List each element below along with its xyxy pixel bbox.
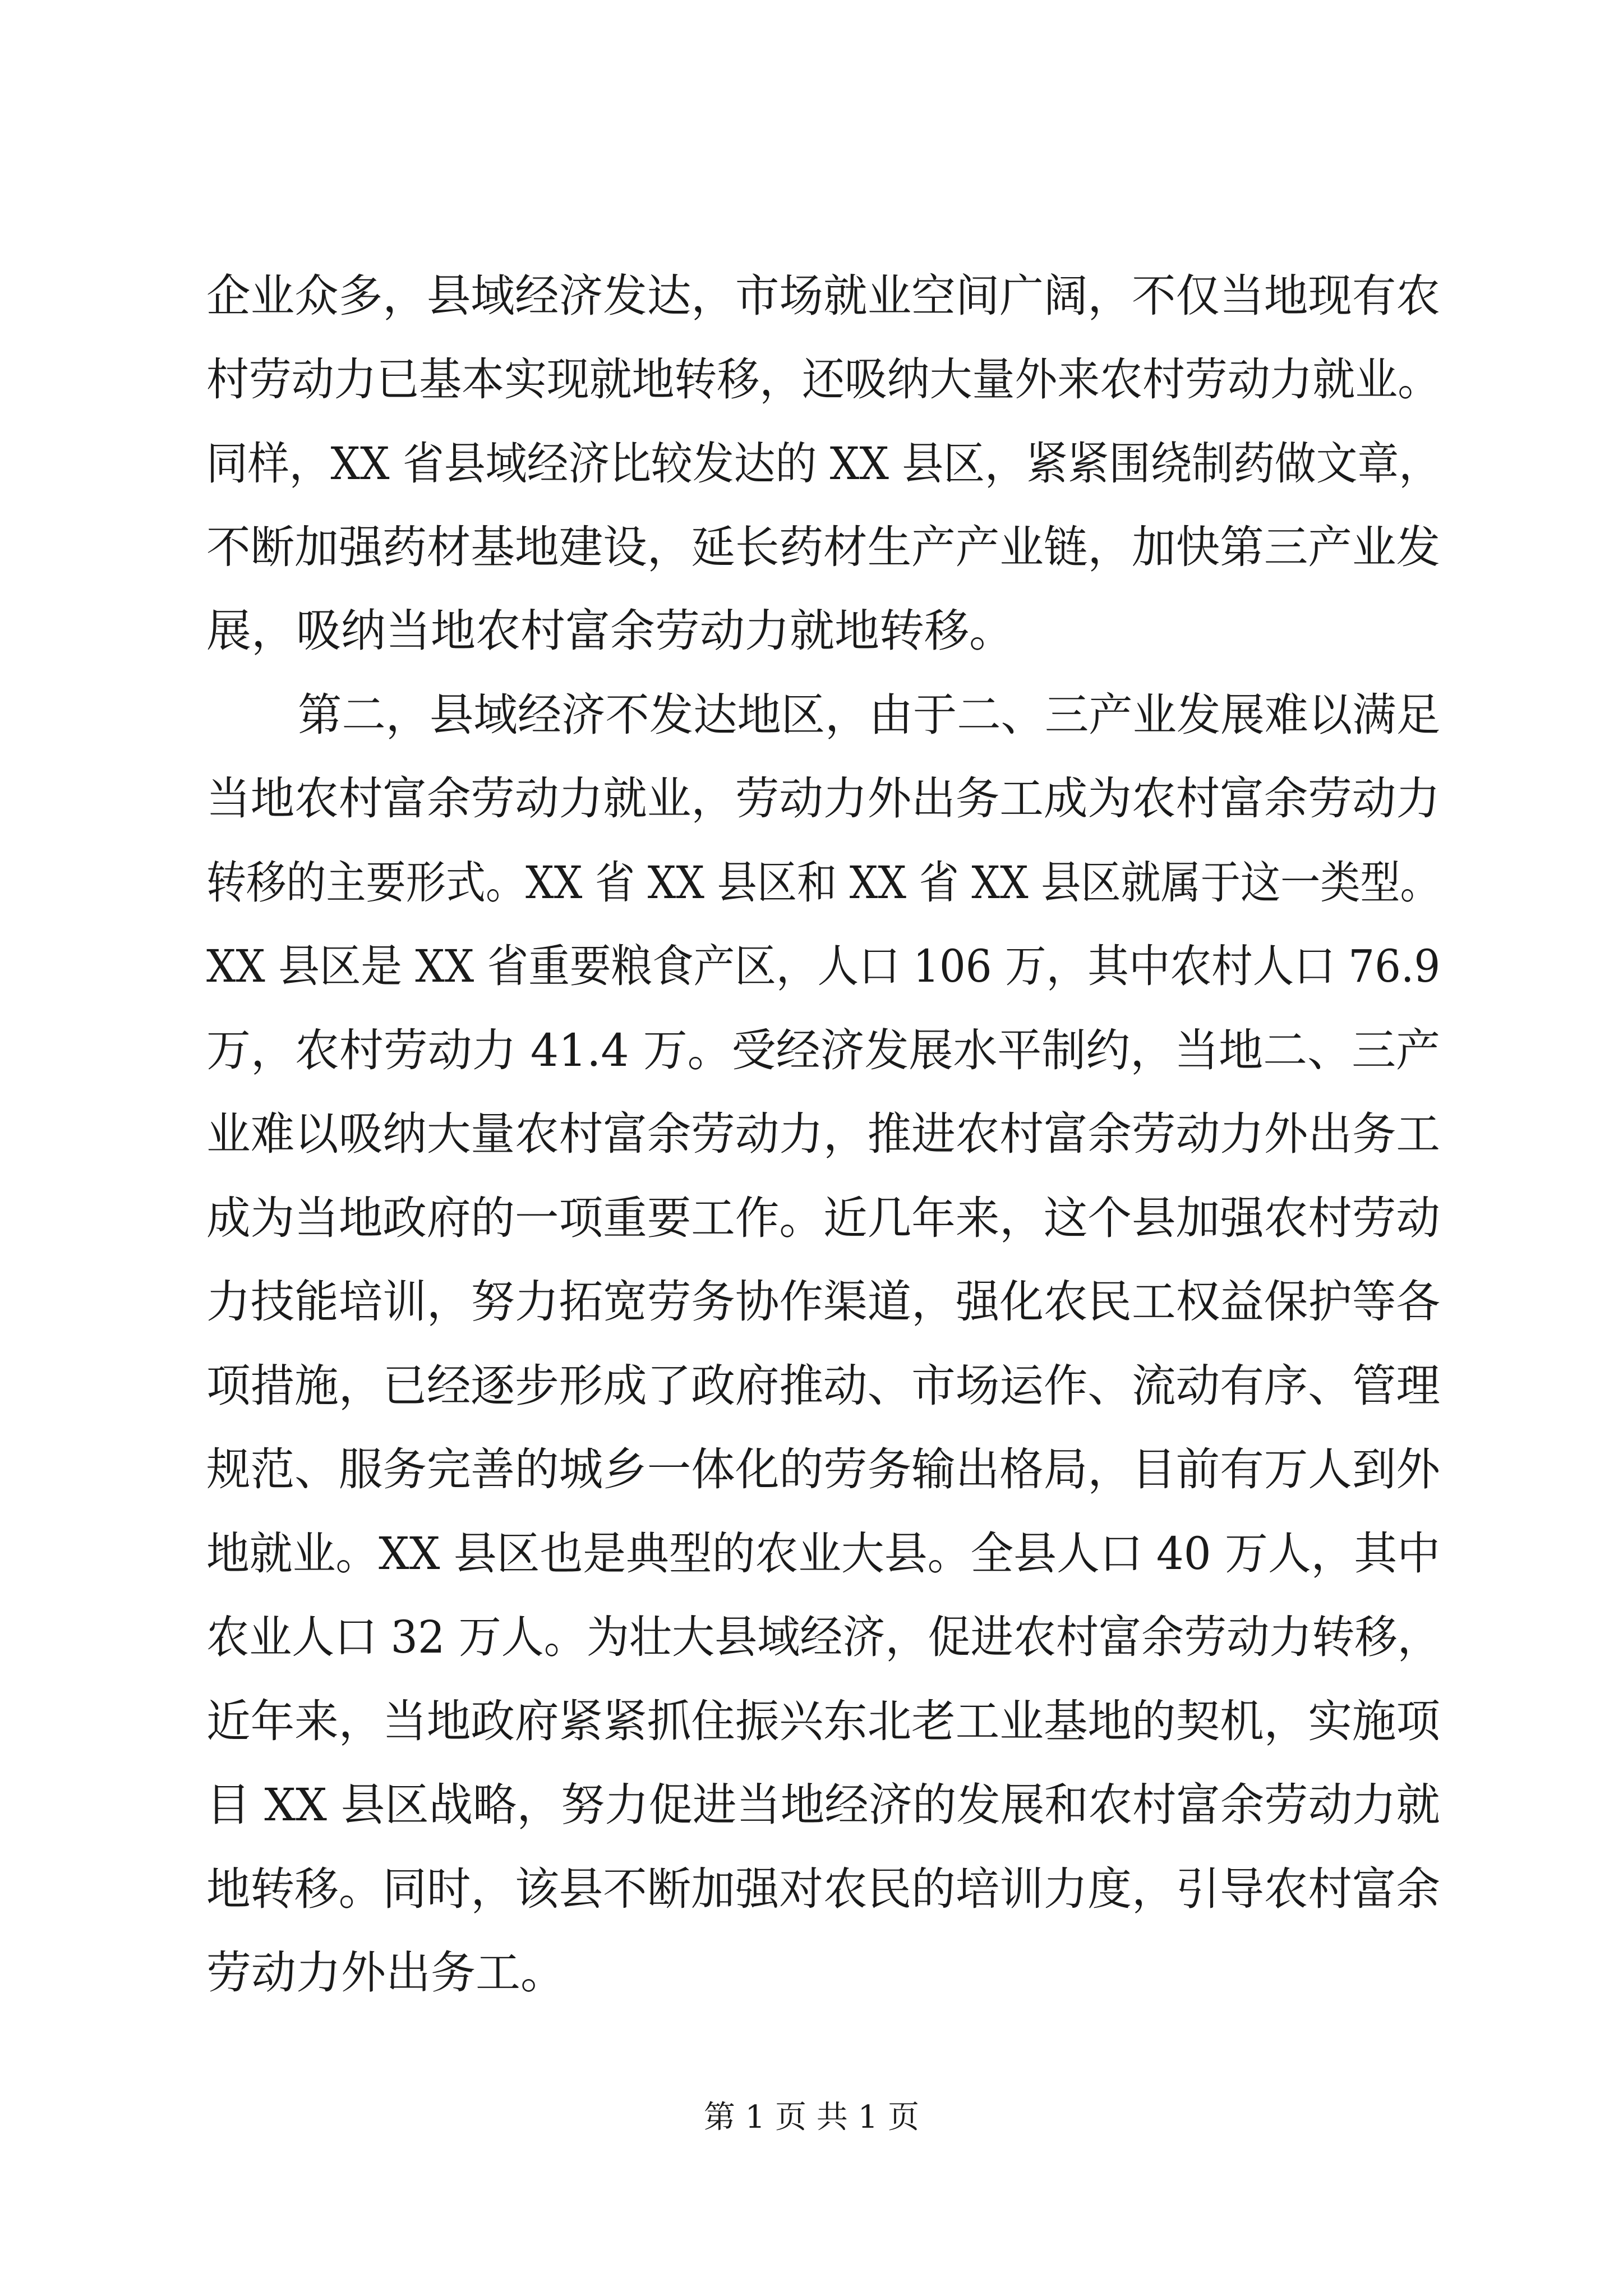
text-line: XX 县区是 XX 省重要粮食产区，人口 106 万，其中农村人口 76.9 <box>206 940 1441 992</box>
text-line: 不断加强药材基地建设，延长药材生产产业链，加快第三产业发 <box>206 521 1440 573</box>
text-line: 万，农村劳动力 41.4 万。受经济发展水平制约，当地二、三产 <box>206 1024 1440 1076</box>
text-line: 同样，XX 省县域经济比较发达的 XX 县区，紧紧围绕制药做文章， <box>206 438 1441 490</box>
text-line: 企业众多，县域经济发达，市场就业空间广阔，不仅当地现有农 <box>206 270 1440 322</box>
text-line: 劳动力外出务工。 <box>206 1947 565 1999</box>
text-line: 村劳动力已基本实现就地转移，还吸纳大量外来农村劳动力就业。 <box>206 353 1440 406</box>
text-line: 项措施，已经逐步形成了政府推动、市场运作、流动有序、管理 <box>206 1360 1440 1412</box>
text-line: 成为当地政府的一项重要工作。近几年来，这个县加强农村劳动 <box>206 1192 1440 1244</box>
page-number-footer: 第 1 页 共 1 页 <box>703 2099 920 2136</box>
text-line: 力技能培训，努力拓宽劳务协作渠道，强化农民工权益保护等各 <box>206 1276 1440 1328</box>
text-line: 转移的主要形式。XX 省 XX 县区和 XX 省 XX 县区就属于这一类型。 <box>206 857 1440 909</box>
text-line: 近年来，当地政府紧紧抓住振兴东北老工业基地的契机，实施项 <box>206 1695 1440 1747</box>
text-line: 展，吸纳当地农村富余劳动力就地转移。 <box>206 605 1014 657</box>
text-line: 第二，县域经济不发达地区，由于二、三产业发展难以满足 <box>298 689 1440 741</box>
text-line: 当地农村富余劳动力就业，劳动力外出务工成为农村富余劳动力 <box>206 772 1440 825</box>
text-line: 地就业。XX 县区也是典型的农业大县。全县人口 40 万人，其中 <box>206 1527 1440 1580</box>
text-line: 地转移。同时，该县不断加强对农民的培训力度，引导农村富余 <box>206 1863 1440 1915</box>
text-line: 业难以吸纳大量农村富余劳动力，推进农村富余劳动力外出务工 <box>206 1108 1440 1160</box>
text-line: 目 XX 县区战略，努力促进当地经济的发展和农村富余劳动力就 <box>206 1779 1440 1831</box>
text-line: 规范、服务完善的城乡一体化的劳务输出格局，目前有万人到外 <box>206 1443 1440 1496</box>
text-line: 农业人口 32 万人。为壮大县域经济，促进农村富余劳动力转移， <box>206 1611 1440 1663</box>
